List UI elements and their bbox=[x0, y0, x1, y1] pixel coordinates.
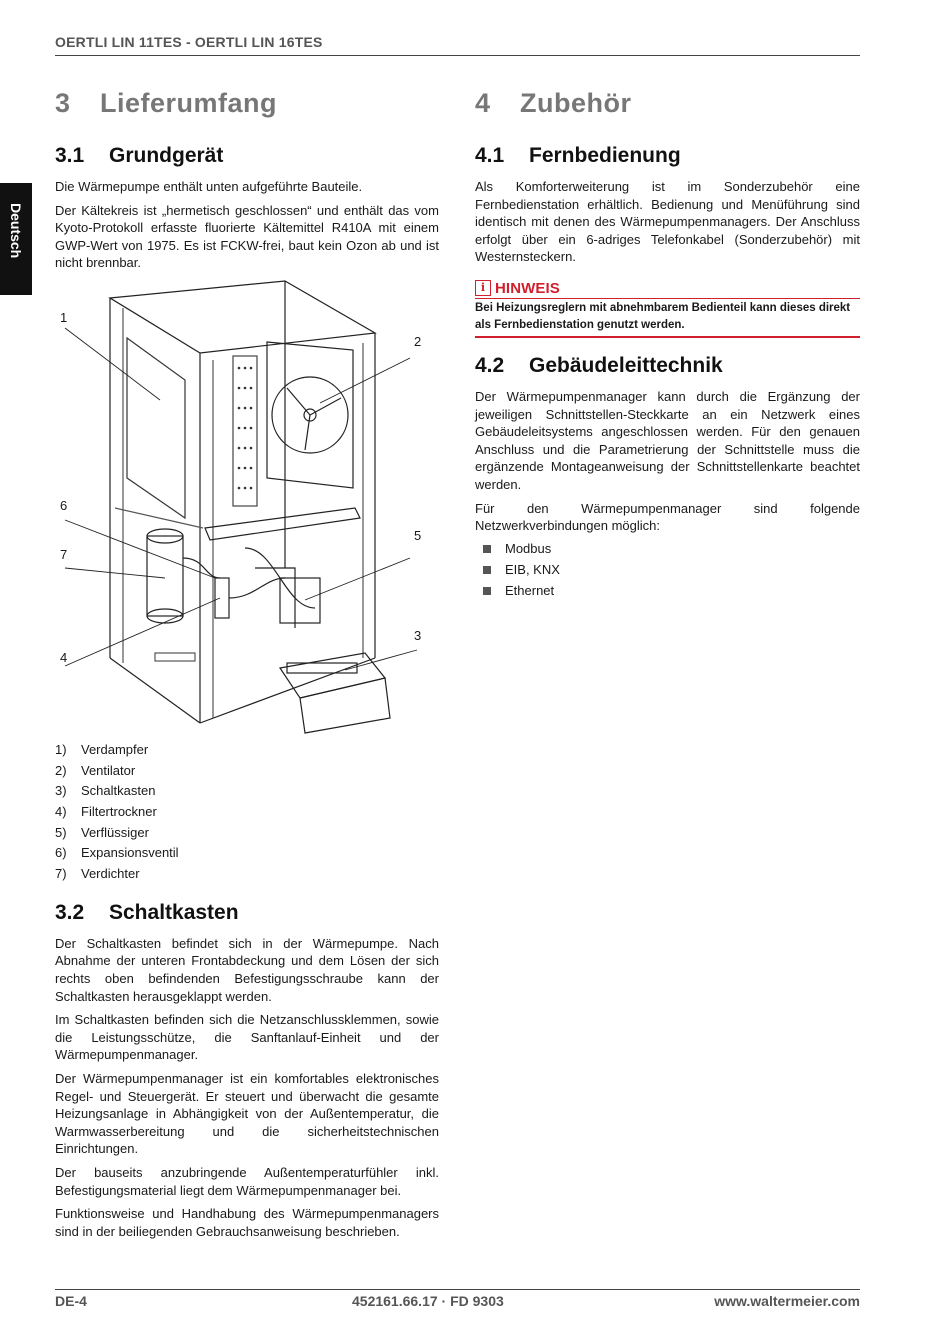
section-3-1-paragraph-1: Die Wärmepumpe enthält unten aufgeführte Bauteile. bbox=[55, 179, 363, 194]
section-3-2-paragraph-3: Der Wärmepumpenmanager ist ein komfortables elektronisches Regel- und Steuergerät. Er steuert und überwacht die gesamte Heizungsanlage in Abhängigkeit von der Außentemperatur, die Warmwasserbereitung und die sicherheitstechnischen Einrichtungen. bbox=[55, 1070, 439, 1157]
list-item: EIB, KNX bbox=[475, 562, 860, 583]
note-title: HINWEIS bbox=[495, 279, 560, 297]
section-4-heading bbox=[475, 88, 860, 138]
note-box bbox=[475, 280, 860, 338]
page-number: DE-4 bbox=[55, 1293, 87, 1309]
callout-2: 2 bbox=[414, 333, 422, 349]
section-3-2-paragraph-5: Funktionsweise und Handhabung des Wärmepumpenmanagers sind in der beiliegenden Gebrauchsanweisung beschrieben. bbox=[55, 1206, 439, 1239]
section-4-2-number: 4.2 bbox=[475, 353, 505, 377]
note-header bbox=[475, 280, 860, 299]
section-4-1-title: Fernbedienung bbox=[529, 144, 681, 167]
bullet-square-icon bbox=[483, 545, 491, 553]
section-3-2-paragraph-1: Der Schaltkasten befindet sich in der Wärmepumpe. Nach Abnahme der unteren Frontabdeckung und dem Lösen der sich rechts oben befindenden Befestigungsschraube kann der Schaltkasten herausgeklappt werden. bbox=[55, 935, 439, 1004]
section-3-1-paragraph-2: Der Kältekreis ist „hermetisch geschlossen“ und enthält das vom Kyoto-Protokoll erfasste fluorierte Kältemittel R410A mit einem GWP-Wert von 1975. Es ist FCKW-frei, baut kein Ozon ab und ist nicht brennbar. bbox=[55, 202, 439, 271]
left-column bbox=[55, 88, 439, 1246]
section-4-2-heading bbox=[475, 354, 860, 378]
legend-item: 2) Ventilator bbox=[55, 762, 136, 778]
legend-item: 3) Schaltkasten bbox=[55, 783, 156, 799]
callout-3: 3 bbox=[414, 627, 422, 643]
legend-item: 5) Verflüssiger bbox=[55, 824, 149, 840]
legend-item: 6) Expansionsventil bbox=[55, 845, 179, 861]
section-4-1-paragraph: Als Komforterweiterung ist im Sonderzubehör eine Fernbedienstation erhältlich. Bedienung und Menüführung sind identisch mit denen des Wärmepumpenmanagers. Der Anschluss erfolgt über ein 6-adriges Telefonkabel (Sonderzubehör) mit Westernsteckern. bbox=[475, 179, 860, 265]
section-3-number: 3 bbox=[55, 88, 71, 118]
callout-6: 6 bbox=[60, 497, 68, 513]
document-number: 452161.66.17 · FD 9303 bbox=[352, 1293, 504, 1309]
page-header bbox=[55, 34, 860, 56]
section-3-1-title: Grundgerät bbox=[109, 144, 224, 167]
language-tab[interactable] bbox=[0, 183, 32, 295]
section-3-1-heading bbox=[55, 144, 439, 168]
section-3-title: Lieferumfang bbox=[100, 88, 278, 118]
section-3-1-number: 3.1 bbox=[55, 144, 85, 167]
callout-1: 1 bbox=[60, 309, 68, 325]
note-text: Bei Heizungsreglern mit abnehmbarem Bedienteil kann dieses direkt als Fernbedienstation genutzt werden. bbox=[475, 299, 860, 338]
heat-pump-drawing bbox=[55, 278, 439, 738]
section-3-2-title: Schaltkasten bbox=[109, 900, 239, 924]
section-4-2-paragraph-1: Der Wärmepumpenmanager kann durch die Ergänzung der jeweiligen Schnittstellen-Steckkarte an ein Netzwerk eines Gebäudeleitsystems angeschlossen werden. Für den genauen Anschluss und die Parametrierung der Schnittstelle muss die ergänzende Montageanweisung der Schnittstellenkarte beachtet werden. bbox=[475, 388, 860, 492]
list-item: Ethernet bbox=[475, 583, 860, 604]
header-title: OERTLI LIN 11TES - OERTLI LIN 16TES bbox=[55, 34, 323, 50]
section-4-title: Zubehör bbox=[520, 88, 632, 118]
section-4-2-paragraph-2: Für den Wärmepumpenmanager sind folgende Netzwerkverbindungen möglich: bbox=[475, 500, 860, 534]
section-4-1-number: 4.1 bbox=[475, 144, 505, 167]
list-item: Modbus bbox=[475, 541, 860, 562]
right-column bbox=[475, 88, 860, 604]
legend-item: 1) Verdampfer bbox=[55, 741, 149, 757]
website-link[interactable]: www.waltermeier.com bbox=[714, 1293, 860, 1309]
section-3-2-paragraph-2: Im Schaltkasten befinden sich die Netzanschlussklemmen, sowie die Leistungsschütze, die Sanftanlauf-Einheit und der Wärmepumpenmanager. bbox=[55, 1012, 439, 1063]
heat-pump-diagram bbox=[55, 278, 439, 738]
section-4-number: 4 bbox=[475, 88, 491, 118]
section-3-2-paragraph-4: Der bauseits anzubringende Außentemperaturfühler inkl. Befestigungsmaterial liegt dem Wärmepumpenmanager bei. bbox=[55, 1164, 439, 1198]
section-3-2-heading bbox=[55, 901, 439, 925]
legend-item: 4) Filtertrockner bbox=[55, 804, 157, 820]
component-legend bbox=[55, 742, 439, 887]
bullet-square-icon bbox=[483, 566, 491, 574]
bullet-square-icon bbox=[483, 587, 491, 595]
section-4-2-title: Gebäudeleittechnik bbox=[529, 353, 723, 377]
legend-item: 7) Verdichter bbox=[55, 866, 140, 882]
page-footer bbox=[55, 1289, 860, 1309]
language-tab-label: Deutsch bbox=[8, 203, 24, 259]
info-icon: i bbox=[475, 280, 491, 296]
section-3-2-number: 3.2 bbox=[55, 900, 85, 924]
section-3-heading bbox=[55, 88, 439, 138]
section-4-1-heading bbox=[475, 144, 860, 168]
callout-7: 7 bbox=[60, 546, 68, 562]
callout-4: 4 bbox=[60, 649, 68, 665]
callout-5: 5 bbox=[414, 527, 422, 543]
